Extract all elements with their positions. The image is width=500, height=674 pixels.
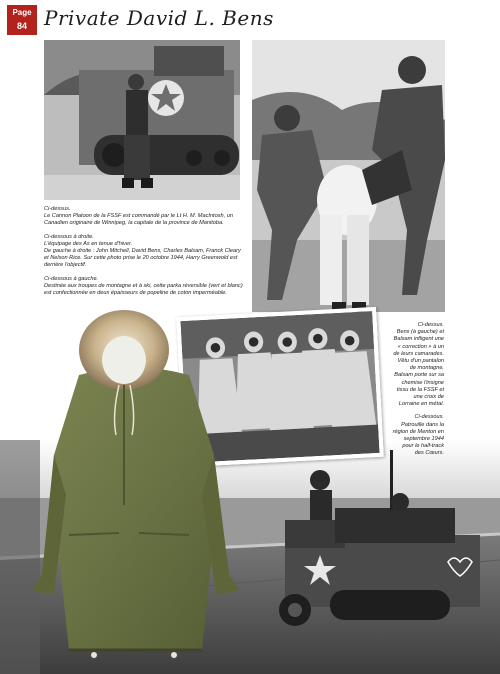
- caption-below-left-text: Destinée aux troupes de montagne et à ski, cette parka réversible (vert et blanc) est confectionnée en deux épaisseurs de popeline de coton imperméable.: [44, 282, 243, 297]
- cannon-platoon-photo: [44, 40, 240, 200]
- caption-right-above-text: Bens (à gauche) et Balsam infligent une « correction » à un de leurs camarades. Vêtu d'un pantalon de montagne, Balsam porte sur sa chemise l'insigne tissu de la FSSF et une croix de Lorraine en métal.: [393, 329, 444, 408]
- caption-below-right-sub: L'équipage des As en tenue d'hiver.: [44, 240, 133, 247]
- page-badge: [7, 5, 37, 35]
- reversible-parka-photo: [24, 305, 244, 665]
- caption-below-right-text: De gauche à droite : John Mitchell, David Bens, Charles Balsam, Franck Cleary et Nelson Rice. Sur cette photo prise le 20 octobre 1944, Harry Greenwold est derrière l'objectif.: [44, 248, 241, 269]
- page-number: 84: [16, 21, 27, 31]
- caption-right-above-heading: Ci-dessus.: [417, 322, 444, 328]
- page-label: Page: [12, 8, 32, 17]
- caption-left: [44, 206, 244, 303]
- caption-below-left-heading: Ci-dessous à gauche.: [44, 275, 99, 282]
- caption-right-below-heading: Ci-dessous.: [414, 414, 444, 421]
- caption-right: [392, 322, 444, 464]
- bens-balsam-photo: [252, 40, 445, 312]
- caption-right-below-text: Patrouille dans la région de Menton en septembre 1944 pour le half-track des Cœurs.: [392, 421, 444, 457]
- caption-above-heading: Ci-dessus.: [44, 206, 71, 212]
- caption-above-text: Le Cannon Platoon de la FSSF est commandé par le Lt H. M. MacIntosh, un Canadien originaire de Winnipeg, la capitale de la province de Manitoba.: [44, 213, 233, 227]
- caption-below-right-heading: Ci-dessous à droite.: [44, 233, 94, 240]
- page-title: Private David L. Bens: [44, 6, 274, 30]
